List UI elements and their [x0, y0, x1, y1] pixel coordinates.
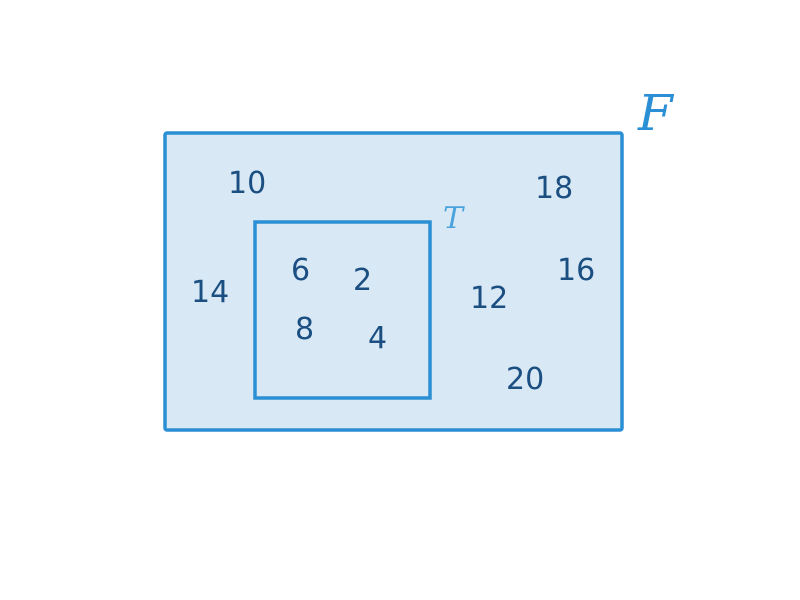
outer-element: 10	[228, 166, 267, 201]
inner-set-label: T	[443, 201, 464, 236]
outer-set-label: F	[638, 84, 673, 142]
inner-set-rectangle	[255, 222, 430, 398]
outer-element: 20	[506, 362, 545, 397]
inner-element: 6	[291, 253, 311, 288]
outer-element: 14	[191, 275, 230, 310]
outer-element: 18	[535, 171, 574, 206]
inner-element: 4	[368, 321, 388, 356]
inner-element: 2	[353, 263, 373, 298]
inner-element: 8	[295, 312, 315, 347]
outer-element: 16	[557, 253, 596, 288]
outer-element: 12	[470, 281, 509, 316]
